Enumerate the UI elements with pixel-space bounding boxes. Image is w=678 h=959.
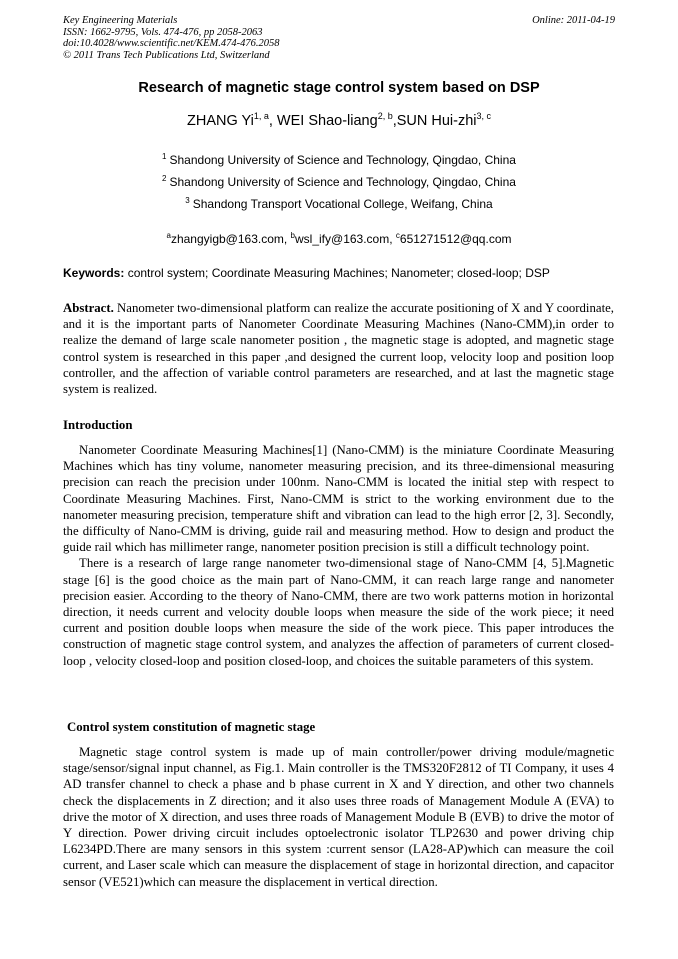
email-b: wsl_ify@163.com, <box>295 232 396 246</box>
control-system-paragraph-1: Magnetic stage control system is made up of main controller/power driving module/magnetic stage/sensor/signal input channel, as Fig.1. Main controller is the TMS320F2812 of TI Company, it uses 4 AD transfer channel to check a phase and b phase current in X and Y direction, and other two channels check the displacements in Z direction; and it also uses three roads of Management Module A (EVA) to drive the motor of X direction, and uses three roads of Management Module B (EVB) to drive the motor of Y direction. Power driving circuit includes optoelectronic isolator TLP2630 and power driving chip L6234PD.There are many sensors in this system :current sensor (LA28-AP)which can measure the coil current, and Laser scale which can measure the displacement of stage in horizontal direction, and capacitor sensor (VE521)which can measure the displacement in vertical direction. <box>63 745 614 889</box>
keywords <box>63 266 615 280</box>
email-c-sup: c <box>395 231 400 240</box>
keywords-text: control system; Coordinate Measuring Machines; Nanometer; closed-loop; DSP <box>124 266 550 280</box>
email-b-sup: b <box>290 231 295 240</box>
affiliation-3-text: Shandong Transport Vocational College, Weifang, China <box>192 197 493 211</box>
abstract-text: Nanometer two-dimensional platform can realize the accurate positioning of X and Y coordinate, and it is the important parts of Nanometer Coordinate Measuring Machines (Nano-CMM),in order to realize the demand of large scale nanometer position , the magnetic stage is adopted, and magnetic stage control system is researched in this paper ,and designed the current loop, velocity loop and position loop controller, and the affection of variable control parameters are researched, and at last the magnetic stage system is realized. <box>63 301 614 397</box>
author-1-sup: 1, a <box>253 111 269 121</box>
journal-header <box>63 15 280 61</box>
introduction-body <box>63 442 614 669</box>
affiliation-3-num: 3 <box>185 196 190 205</box>
introduction-heading: Introduction <box>63 418 133 432</box>
author-1: ZHANG Yi <box>186 113 254 129</box>
control-system-heading: Control system constitution of magnetic stage <box>67 720 316 734</box>
author-line <box>0 111 678 129</box>
online-date: Online: 2011-04-19 <box>532 15 615 26</box>
author-3: ,SUN Hui-zhi <box>392 113 477 129</box>
affiliation-3 <box>0 196 678 211</box>
email-a: zhangyigb@163.com, <box>170 232 291 246</box>
journal-doi: doi:10.4028/www.scientific.net/KEM.474-476.2058 <box>63 38 280 49</box>
keywords-label: Keywords: <box>63 266 125 280</box>
journal-issn: ISSN: 1662-9795, Vols. 474-476, pp 2058-2063 <box>63 26 263 38</box>
affiliation-1 <box>0 152 678 167</box>
author-3-sup: 3, c <box>476 111 492 121</box>
affiliation-2 <box>0 174 678 189</box>
affiliation-2-num: 2 <box>162 174 167 183</box>
introduction-paragraph-1: Nanometer Coordinate Measuring Machines[1] (Nano-CMM) is the miniature Coordinate Measuring Machines which has tiny volume, nanometer measuring precision, and its three-dimensional measuring precision can reach the precision under 100nm. Nano-CMM is located the initial step with respect to Coordinate Measuring Machines. First, Nano-CMM is strict to the working environment due to the nanometer measuring precision, temperature shift and vibration can lead to the high error [2, 3]. Secondly, the difficulty of Nano-CMM is driving, guide rail and measuring method. How to design and product the guide rail which has millimeter range, nanometer position precision is still a difficult technology point. <box>63 443 614 555</box>
control-system-body <box>63 744 614 890</box>
journal-copyright: © 2011 Trans Tech Publications Ltd, Switzerland <box>63 49 270 61</box>
affiliation-1-num: 1 <box>162 152 167 161</box>
email-c: 651271512@qq.com <box>399 232 512 246</box>
author-2: , WEI Shao-liang <box>268 113 378 129</box>
affiliation-1-text: Shandong University of Science and Technology, Qingdao, China <box>169 153 516 167</box>
paper-title: Research of magnetic stage control system based on DSP <box>138 80 540 96</box>
email-a-sup: a <box>166 231 171 240</box>
abstract <box>63 300 614 397</box>
abstract-label: Abstract. <box>63 301 114 315</box>
affiliation-2-text: Shandong University of Science and Technology, Qingdao, China <box>169 175 516 189</box>
journal-name: Key Engineering Materials <box>63 15 178 26</box>
introduction-paragraph-2: There is a research of large range nanometer two-dimensional stage of Nano-CMM [4, 5].Magnetic stage [6] is the good choice as the main part of Nano-CMM, it can reach large range and nanometer precision easier. According to the theory of Nano-CMM, there are two work patterns motion in horizontal direction, it needs current and velocity double loops when measure the side of the work piece; it need current and position double loops when measure the side of the work piece. This paper introduces the construction of magnetic stage control system, and analyzes the affection of parameters of current closed-loop , velocity closed-loop and position closed-loop, and choices the suitable parameters of this system. <box>63 556 614 668</box>
author-2-sup: 2, b <box>377 111 393 121</box>
email-line <box>0 231 678 246</box>
